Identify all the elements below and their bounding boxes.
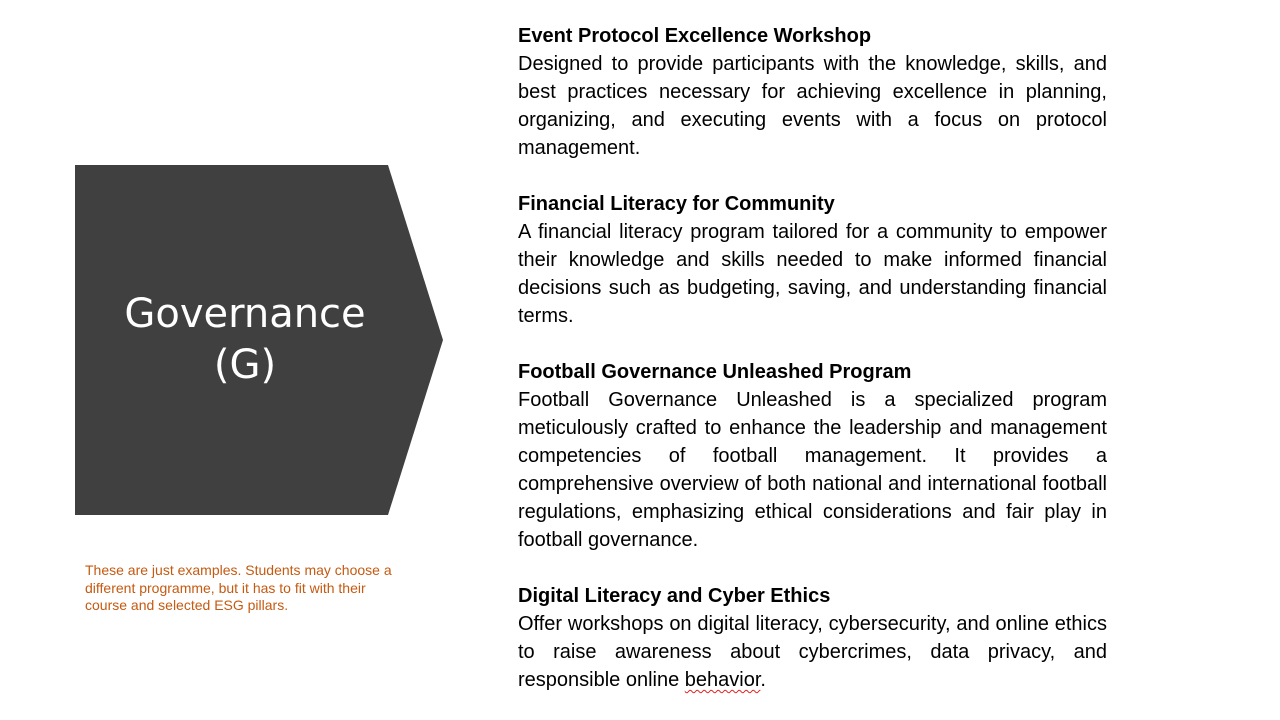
pillar-letter: (G) <box>213 342 277 388</box>
program-title: Financial Literacy for Community <box>518 193 835 215</box>
program-item <box>518 22 1107 162</box>
program-title: Digital Literacy and Cyber Ethics <box>518 585 831 607</box>
governance-chevron-shape <box>75 165 443 515</box>
program-description: A financial literacy program tailored for a community to empower their knowledge and skills needed to make informed financial decisions such as budgeting, saving, and understanding financial terms. <box>518 221 1107 327</box>
program-item <box>518 582 1107 694</box>
program-description: Designed to provide participants with the knowledge, skills, and best practices necessary for achieving excellence in planning, organizing, and executing events with a focus on protocol management. <box>518 53 1107 159</box>
program-description: Football Governance Unleashed is a specialized program meticulously crafted to enhance the leadership and management competencies of football management. It provides a comprehensive overview of both national and international football regulations, emphasizing ethical considerations and fair play in football governance. <box>518 389 1107 551</box>
program-description <box>518 610 1107 694</box>
program-item <box>518 190 1107 330</box>
spellcheck-flagged-word[interactable]: behavior <box>684 669 761 691</box>
program-title: Football Governance Unleashed Program <box>518 361 912 383</box>
pillar-name: Governance <box>124 291 366 337</box>
program-title: Event Protocol Excellence Workshop <box>518 25 872 47</box>
program-list <box>518 22 1107 694</box>
pillar-label <box>75 165 415 515</box>
program-description-end: . <box>760 669 766 691</box>
examples-note: These are just examples. Students may choose a different programme, but it has to fit with their course and selected ESG pillars. <box>85 562 392 613</box>
program-description-text: Offer workshops on digital literacy, cybersecurity, and online ethics to raise awareness about cybercrimes, data privacy, and responsible online <box>518 613 1107 691</box>
program-item <box>518 358 1107 554</box>
